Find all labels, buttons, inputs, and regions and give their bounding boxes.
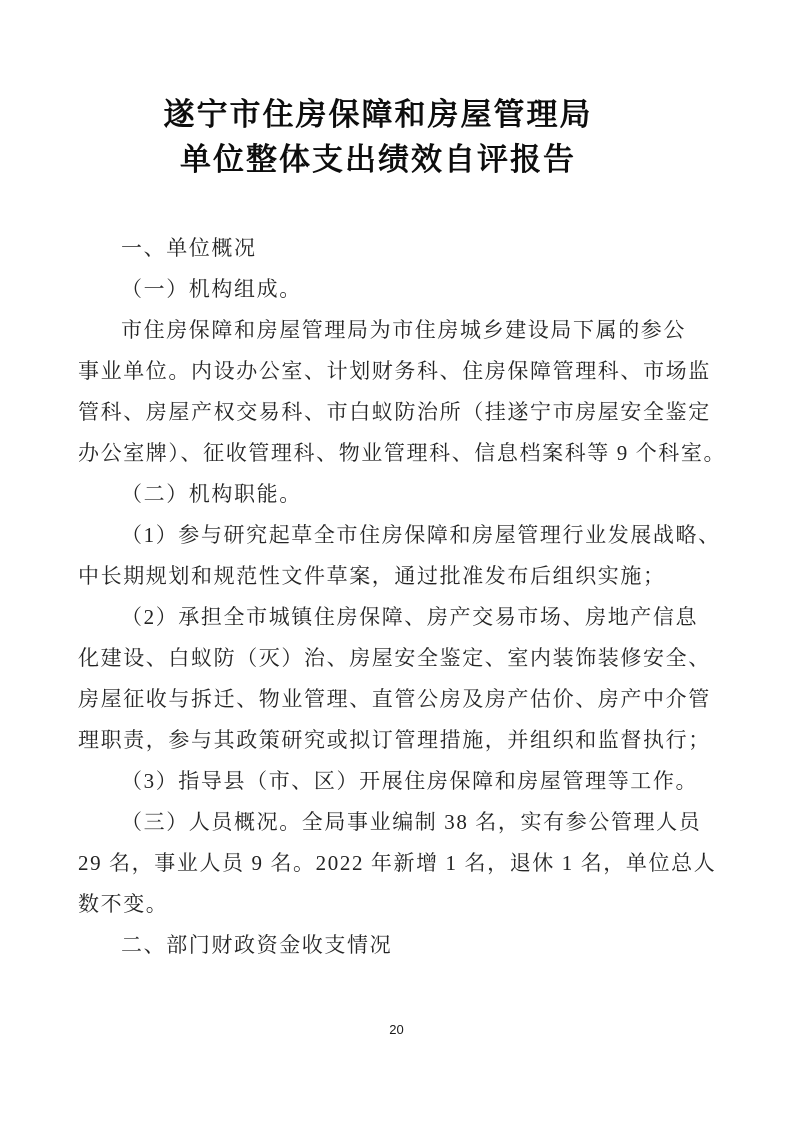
body-line: 二、部门财政资金收支情况 bbox=[121, 933, 393, 957]
body-line: （二）机构职能。 bbox=[121, 482, 302, 506]
document-title-line-1: 遂宁市住房保障和房屋管理局 bbox=[163, 97, 593, 132]
document-title-line-2: 单位整体支出绩效自评报告 bbox=[180, 142, 576, 177]
body-line: （3）指导县（市、区）开展住房保障和房屋管理等工作。 bbox=[121, 769, 699, 793]
body-line: （1）参与研究起草全市住房保障和房屋管理行业发展战略、 bbox=[121, 523, 721, 547]
document-title bbox=[48, 92, 708, 182]
body-line: 数不变。 bbox=[78, 892, 169, 916]
body-line: （三）人员概况。全局事业编制 38 名，实有参公管理人员 bbox=[121, 810, 702, 834]
body-line: 理职责，参与其政策研究或拟订管理措施，并组织和监督执行； bbox=[78, 728, 711, 752]
body-line: 一、单位概况 bbox=[121, 236, 257, 260]
document-body bbox=[78, 228, 727, 966]
body-line: 市住房保障和房屋管理局为市住房城乡建设局下属的参公 bbox=[121, 318, 686, 342]
body-line: 办公室牌）、征收管理科、物业管理科、信息档案科等 9 个科室。 bbox=[78, 441, 727, 465]
body-line: 中长期规划和规范性文件草案，通过批准发布后组织实施； bbox=[78, 564, 666, 588]
body-line: 管科、房屋产权交易科、市白蚁防治所（挂遂宁市房屋安全鉴定 bbox=[78, 400, 711, 424]
body-line: 事业单位。内设办公室、计划财务科、住房保障管理科、市场监 bbox=[78, 359, 711, 383]
body-line: （2）承担全市城镇住房保障、房产交易市场、房地产信息 bbox=[121, 605, 699, 629]
body-line: 29 名，事业人员 9 名。2022 年新增 1 名，退休 1 名，单位总人 bbox=[78, 851, 717, 875]
body-line: 房屋征收与拆迁、物业管理、直管公房及房产估价、房产中介管 bbox=[78, 687, 711, 711]
body-line: （一）机构组成。 bbox=[121, 277, 302, 301]
body-line: 化建设、白蚁防（灭）治、房屋安全鉴定、室内装饰装修安全、 bbox=[78, 646, 711, 670]
page-number: 20 bbox=[389, 1022, 404, 1037]
